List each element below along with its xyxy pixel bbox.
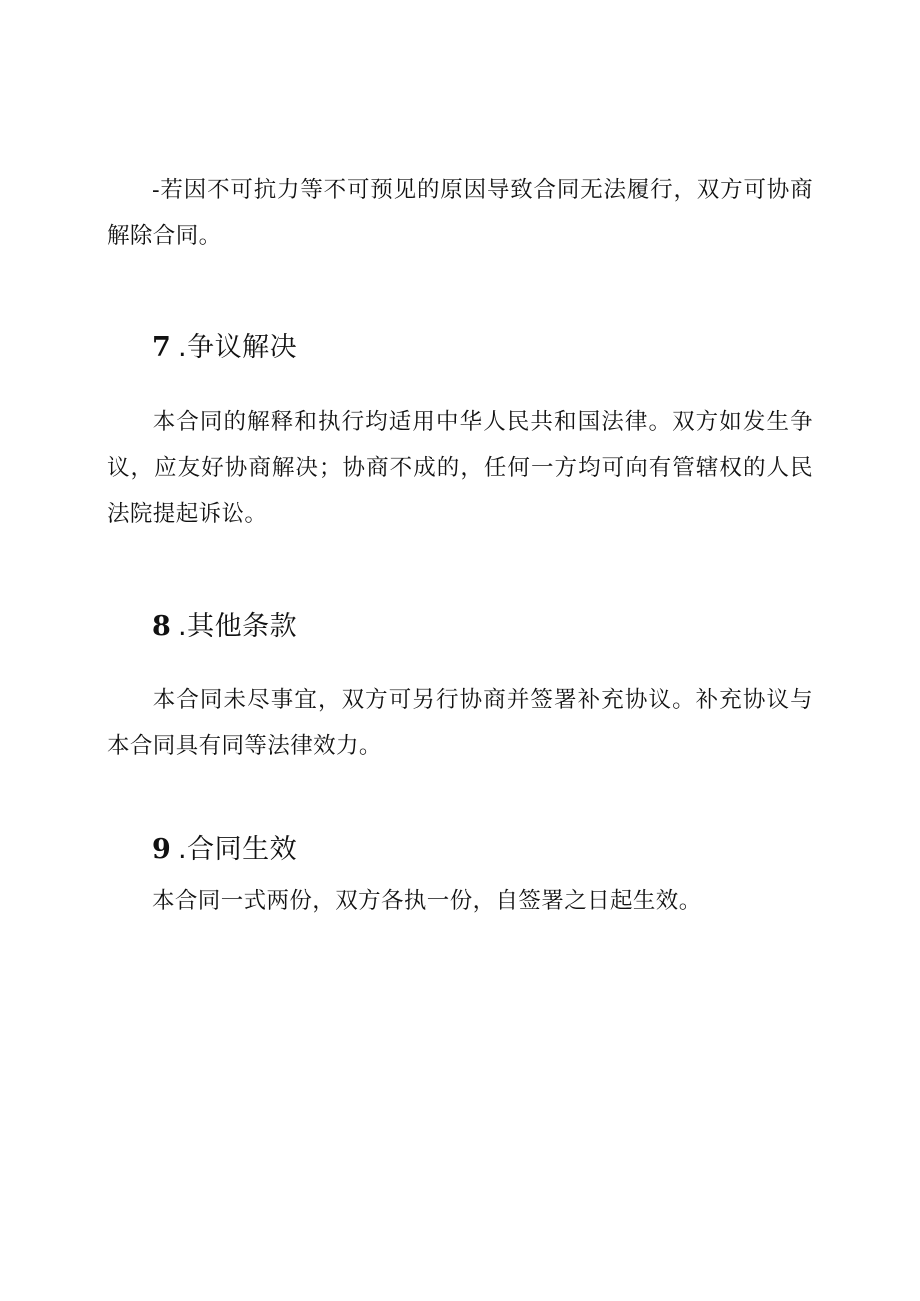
clause-paragraph [107,167,813,259]
section-body-text: 本合同一式两份，双方各执一份，自签署之日起生效。 [152,888,702,914]
section-number: 9 [152,834,172,865]
clause-text: -若因不可抗力等不可预见的原因导致合同无法履行，双方可协商解除合同。 [107,177,813,249]
section-heading-7 [152,328,297,368]
section-title: .其他条款 [178,611,298,642]
section-body-8 [107,677,813,769]
section-number: 7 [152,332,172,363]
section-body-7 [107,399,813,537]
section-body-9 [107,878,813,924]
section-body-text: 本合同未尽事宜，双方可另行协商并签署补充协议。补充协议与本合同具有同等法律效力。 [107,687,813,759]
section-heading-9 [152,830,297,870]
section-heading-8 [152,607,297,647]
section-title: .争议解决 [178,332,298,363]
section-body-text: 本合同的解释和执行均适用中华人民共和国法律。双方如发生争议，应友好协商解决；协商不成的，任何一方均可向有管辖权的人民法院提起诉讼。 [107,409,813,527]
section-number: 8 [152,611,172,642]
section-title: .合同生效 [178,834,298,865]
